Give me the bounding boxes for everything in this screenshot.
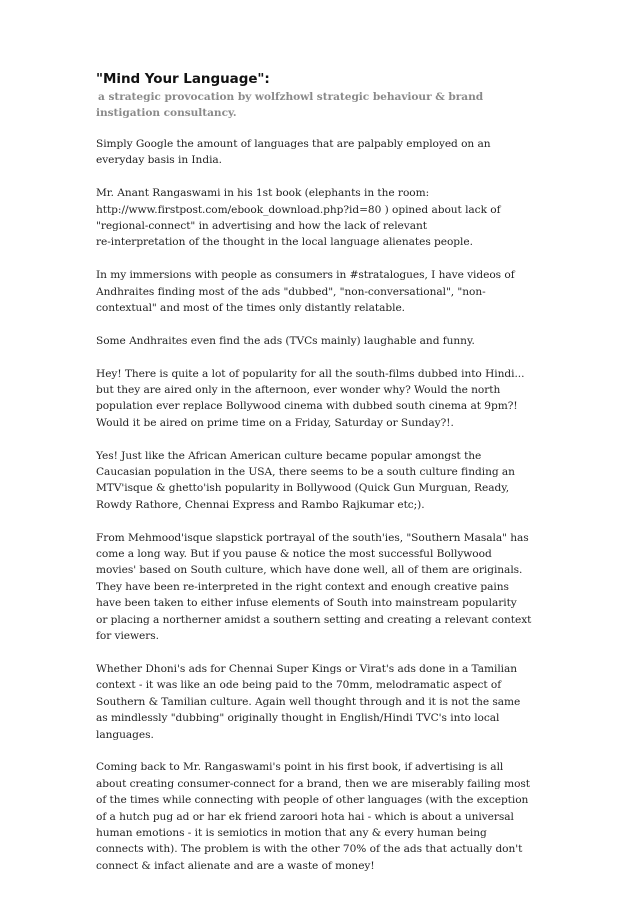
- text-line: languages.: [96, 728, 154, 741]
- text-line: have been taken to either infuse elements of South into mainstream popularity: [96, 597, 517, 610]
- text-line: Rowdy Rathore, Chennai Express and Rambo Rajkumar etc;).: [96, 498, 425, 511]
- text-line: "regional-connect" in advertising and how the lack of relevant: [96, 220, 427, 233]
- text-line: as mindlessly "dubbing" originally thought in English/Hindi TVC's into local: [96, 712, 500, 725]
- text-line: re-interpretation of the thought in the local language alienates people.: [96, 236, 473, 249]
- text-line: or placing a northerner amidst a southern setting and creating a relevant context: [96, 613, 532, 626]
- text-line: context - it was like an ode being paid to the 70mm, melodramatic aspect of: [96, 679, 502, 692]
- document-page: [96, 70, 544, 891]
- text-line: of a hutch pug ad or har ek friend zaroori hota hai - which is about a universal: [96, 810, 514, 823]
- paragraph-7: [96, 530, 544, 645]
- text-line: Southern & Tamilian culture. Again well thought through and it is not the same: [96, 695, 521, 708]
- text-line: contextual" and most of the times only distantly relatable.: [96, 302, 405, 315]
- paragraph-5: [96, 366, 544, 432]
- text-line: From Mehmood'isque slapstick portrayal of the south'ies, "Southern Masala" has: [96, 531, 529, 544]
- subtitle-line: instigation consultancy.: [96, 107, 237, 119]
- subtitle-line: a strategic provocation by wolfzhowl strategic behaviour & brand: [98, 91, 484, 103]
- text-line: about creating consumer-connect for a brand, then we are miserably failing most: [96, 777, 531, 790]
- document-subtitle: [96, 89, 544, 121]
- text-line: Hey! There is quite a lot of popularity for all the south-films dubbed into Hindi...: [96, 367, 525, 380]
- text-line-link: http://www.firstpost.com/ebook_download.php?id=80 ) opined about lack of: [96, 203, 501, 216]
- text-line: In my immersions with people as consumers in #stratalogues, I have videos of: [96, 269, 515, 282]
- text-line: They have been re-interpreted in the right context and enough creative pains: [96, 580, 509, 593]
- document-title: "Mind Your Language":: [96, 71, 270, 87]
- text-line: movies' based on South culture, which have done well, all of them are originals.: [96, 564, 523, 577]
- text-line: Some Andhraites even find the ads (TVCs mainly) laughable and funny.: [96, 334, 475, 347]
- text-line: population ever replace Bollywood cinema with dubbed south cinema at 9pm?!: [96, 400, 518, 413]
- paragraph-9: [96, 759, 544, 874]
- text-line: of the times while connecting with people of other languages (with the exception: [96, 794, 529, 807]
- text-line: everyday basis in India.: [96, 154, 222, 167]
- paragraph-3: [96, 267, 544, 316]
- text-line: MTV'isque & ghetto'ish popularity in Bollywood (Quick Gun Murguan, Ready,: [96, 482, 510, 495]
- text-line: Coming back to Mr. Rangaswami's point in his first book, if advertising is all: [96, 761, 504, 774]
- text-line: connects with). The problem is with the other 70% of the ads that actually don't: [96, 843, 523, 856]
- paragraph-4: [96, 333, 544, 349]
- text-line: come a long way. But if you pause & notice the most successful Bollywood: [96, 548, 492, 561]
- text-line: Yes! Just like the African American culture became popular amongst the: [96, 449, 482, 462]
- text-line: Would it be aired on prime time on a Friday, Saturday or Sunday?!.: [96, 416, 454, 429]
- text-line: Whether Dhoni's ads for Chennai Super Kings or Virat's ads done in a Tamilian: [96, 662, 518, 675]
- text-line: connect & infact alienate and are a waste of money!: [96, 859, 375, 872]
- text-line: Mr. Anant Rangaswami in his 1st book (elephants in the room:: [96, 187, 430, 200]
- paragraph-6: [96, 448, 544, 514]
- paragraph-8: [96, 661, 544, 743]
- paragraph-1: [96, 136, 544, 169]
- text-line: Andhraites finding most of the ads "dubbed", "non-conversational", "non-: [96, 285, 486, 298]
- paragraph-2: [96, 185, 544, 251]
- text-line: for viewers.: [96, 630, 159, 643]
- text-line: Caucasian population in the USA, there seems to be a south culture finding an: [96, 466, 515, 479]
- text-line: human emotions - it is semiotics in motion that any & every human being: [96, 826, 487, 839]
- text-line: Simply Google the amount of languages that are palpably employed on an: [96, 138, 491, 150]
- text-line: but they are aired only in the afternoon, ever wonder why? Would the north: [96, 384, 501, 397]
